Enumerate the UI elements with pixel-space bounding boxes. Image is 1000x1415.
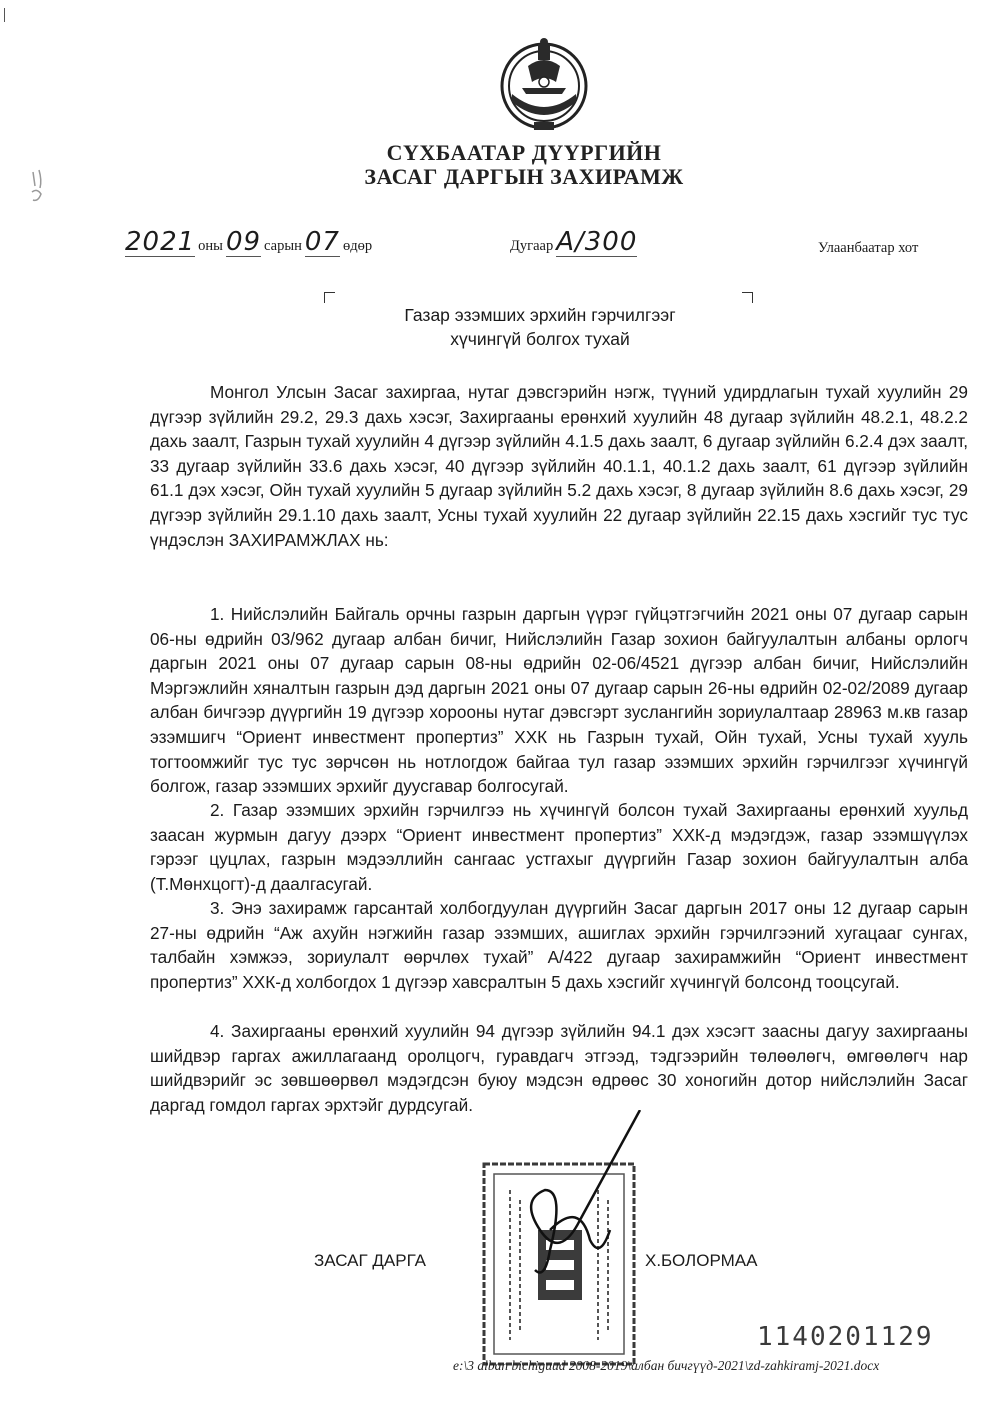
date-number-line — [0, 228, 1000, 264]
number-value: А/300 — [556, 227, 638, 257]
handwritten-signature-icon — [490, 1110, 670, 1310]
city-name: Улаанбаатар хот — [818, 240, 919, 256]
document-type-title: ЗАСАГ ДАРГЫН ЗАХИРАМЖ — [364, 164, 684, 189]
date-month: 09 — [225, 227, 262, 257]
decree-item-1: 1. Нийслэлийн Байгаль орчны газрын даргын үүрэг гүйцэтгэгчийн 2021 оны 07 дугаар сарын 06-ны өдрийн 03/962 дугаар албан бичиг, Нийслэлийн Газар зохион байгуулалтын албаны орлогч даргын 2021 оны 07 дугаар сарын 08-ны өдрийн 02-06/4521 дүгээр албан бичиг, Нийслэлийн Мэргэжлийн хяналтын газрын дэд даргын 2021 оны 07 дугаар сарын 26-ны өдрийн 02-02/2089 дугаар албан бичгээр дүүргийн 19 дүгээр хорооны нутаг дэвсгэрт зуслангийн зориулалтаар 28963 м.кв газар эзэмшигч “Ориент инвестмент пропертиз” ХХК нь Газрын тухай, Ойн тухай, Усны тухай хууль тогтоомжийг тус тус зөрчсөн нь нотлогдож байгаа тул газар эзэмших эрхийн гэрчилгээг хүчингүй болгож, газар эзэмших эрхийг дуусгавар болгосугай. — [150, 604, 968, 797]
organization-name-line1: СҮХБААТАР ДҮҮРГИЙН — [386, 140, 662, 165]
preamble-paragraph: Монгол Улсын Засаг захиргаа, нутаг дэвсгэрийн нэгж, түүний удирдлагын тухай хуулийн 29 дүгээр зүйлийн 29.2, 29.3 дахь хэсэг, Захиргааны ерөнхий хуулийн 48 дугаар зүйлийн 48.2.1, 48.2.2 дахь заалт, Газрын тухай хуулийн 4 дүгээр зүйлийн 4.1.5 дахь заалт, 6 дугаар зүйлийн 6.2.4 дэх заалт, 33 дугаар зүйлийн 33.6 дахь хэсэг, 40 дүгээр зүйлийн 40.1.1, 40.1.2 дахь заалт, 61 дүгээр зүйлийн 61.1 дэх хэсэг, Ойн тухай хуулийн 5 дугаар зүйлийн 5.2 дахь хэсэг, 8 дугаар зүйлийн 8.6 дахь хэсэг, 29 дүгээр зүйлийн 29.1.10 дахь заалт, Усны тухай хуулийн 22 дугаар зүйлийн 22.15 дахь хэсгийг тус тус үндэслэн ЗАХИРАМЖЛАХ нь: — [150, 382, 968, 550]
decree-item-3: 3. Энэ захирамж гарсантай холбогдуулан дүүргийн Засаг даргын 2017 оны 12 дугаар сарын 27-ны өдрийн “Аж ахуйн нэгжийн газар эзэмших, ашиглах эрхийн гэрчилгээний хугацааг сунгах, талбайн хэмжээ, зориулалт өөрчлөх тухай” А/422 дугаар захирамжийн “Ориент инвестмент пропертиз” ХХК-д холбогдох 1 дүгээр хавсралтын 5 дахь хэсгийг хүчингүй болсонд тооцсугай. — [150, 898, 968, 992]
decree-date — [125, 228, 375, 257]
signatory-name: Х.БОЛОРМАА — [645, 1251, 758, 1270]
registration-number: 1140201129 — [757, 1322, 934, 1352]
subject-line2: хүчингүй болгох тухай — [450, 329, 630, 349]
decree-subject — [330, 303, 750, 351]
date-month-suffix: сарын — [264, 238, 302, 254]
signatory-title: ЗАСАГ ДАРГА — [314, 1251, 427, 1270]
date-year-suffix: оны — [198, 238, 223, 254]
scan-edge-mark — [4, 8, 5, 22]
decree-item-2: 2. Газар эзэмших эрхийн гэрчилгээ нь хүчингүй болсон тухай Захиргааны ерөнхий хуульд заасан журмын дагуу дээрх “Ориент инвестмент пропертиз” ХХК-д мэдэгдэж, газар эзэмшүүлэх гэрээг цуцлах, газрын мэдээллийн сангаас устгахыг дүүргийн Газар зохион байгуулалтын алба (Т.Мөнхцогт)-д даалгасугай. — [150, 800, 968, 894]
subject-bracket-right — [742, 292, 753, 303]
subject-bracket-left — [324, 292, 335, 303]
number-label: Дугаар — [510, 238, 554, 254]
file-path: e:\3 alban bichiguud 2008-2019\албан бичгүүд-2021\zd-zahkiramj-2021.docx — [453, 1358, 880, 1373]
date-year: 2021 — [125, 227, 196, 257]
subject-line1: Газар эзэмших эрхийн гэрчилгээг — [404, 305, 676, 325]
decree-number — [507, 228, 637, 257]
date-day-suffix: өдөр — [342, 238, 373, 254]
margin-handwritten-mark — [30, 168, 44, 204]
decree-item-4: 4. Захиргааны ерөнхий хуулийн 94 дүгээр зүйлийн 94.1 дэх хэсэгт заасны дагуу захиргааны шийдвэр гаргах ажиллагаанд оролцогч, гуравдагч этгээд, тэдгээрийн төлөөлөгч, өмгөөлөгч нар шийдвэрийг эс зөвшөөрвөл мэдэгдсэн буюу мэдсэн өдрөөс 30 хоногийн дотор нийслэлийн Засаг даргад гомдол гаргах эрхтэйг дурдсугай. — [150, 1021, 968, 1115]
mongolia-state-emblem-icon — [498, 36, 590, 132]
date-day: 07 — [304, 227, 340, 257]
